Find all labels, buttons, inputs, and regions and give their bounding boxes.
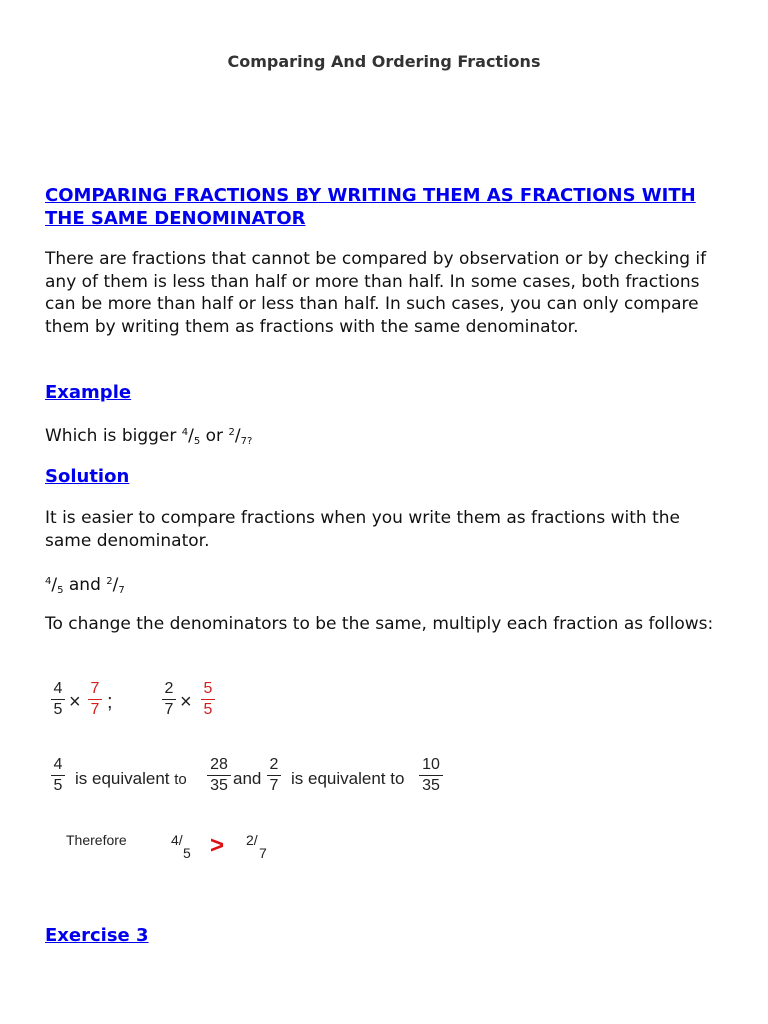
example-fraction-1-numerator: 4 [181, 427, 189, 438]
example-heading-link[interactable]: Example [45, 382, 132, 403]
page-title: Comparing And Ordering Fractions [227, 52, 541, 71]
mult-b-multiplier: 5 5 [201, 680, 215, 719]
section-heading-link[interactable]: COMPARING FRACTIONS BY WRITING THEM AS FRACTIONS WITH THE SAME DENOMINATOR [45, 185, 696, 229]
equiv-and: and [233, 769, 262, 788]
therefore-fraction-1-denominator: 5 [183, 845, 191, 861]
solution-text: It is easier to compare fractions when you write them as fractions with the same denominator. [45, 508, 680, 551]
equiv-phrase-1: is equivalent to [75, 769, 187, 788]
example-prefix: Which is bigger [45, 426, 182, 446]
therefore-label: Therefore [66, 832, 127, 848]
solution-and: and [63, 575, 107, 595]
solution-fraction-2-numerator: 2 [106, 576, 113, 587]
intro-paragraph: There are fractions that cannot be compared by observation or by checking if any of them is less than half or more than half. In some cases, both fractions can be more than half or less than half. In such cases, you can only compare them by writing them as fractions with the same denominator. [45, 249, 707, 337]
example-fraction-1-denominator: 5 [193, 436, 201, 447]
mult-a-multiplier: 7 7 [88, 680, 102, 719]
times-symbol-b: × [180, 691, 192, 713]
equiv-b-result: 10 35 [419, 756, 443, 795]
equiv-a-result: 28 35 [207, 756, 231, 795]
mult-b-fraction: 2 7 [162, 680, 176, 719]
example-fraction-2-numerator: 2 [228, 427, 235, 438]
exercise-heading-link[interactable]: Exercise 3 [45, 925, 149, 946]
therefore-fraction-2-numerator: 2/ [246, 832, 258, 848]
solution-fractions: $^4/_5$ and $^2/_7$ [45, 575, 125, 596]
multiplication-figure [45, 678, 245, 730]
solution-fraction-2-denominator: 7 [118, 585, 125, 596]
example-middle: or [200, 426, 229, 446]
example-fraction-2-denominator: 7? [240, 436, 253, 447]
equivalence-figure [45, 752, 465, 804]
solution-heading-link[interactable]: Solution [45, 466, 130, 487]
therefore-fraction-1-numerator: 4/ [171, 832, 183, 848]
solution-fraction-1-numerator: 4 [45, 576, 52, 587]
solution-instruction: To change the denominators to be the same, multiply each fraction as follows: [45, 614, 714, 634]
equiv-b-fraction: 2 7 [267, 756, 281, 795]
times-symbol-a: × [69, 691, 81, 713]
mult-a-fraction: 4 5 [51, 680, 65, 719]
equiv-phrase-2: is equivalent to [291, 769, 405, 788]
separator: ; [107, 691, 113, 713]
example-question: Which is bigger $^4/_5$ or $^2/_{7?}$ [45, 426, 253, 447]
solution-fraction-1-denominator: 5 [57, 585, 64, 596]
equiv-a-fraction: 4 5 [51, 756, 65, 795]
greater-than-symbol: > [210, 832, 225, 859]
therefore-fraction-2-denominator: 7 [259, 845, 267, 861]
